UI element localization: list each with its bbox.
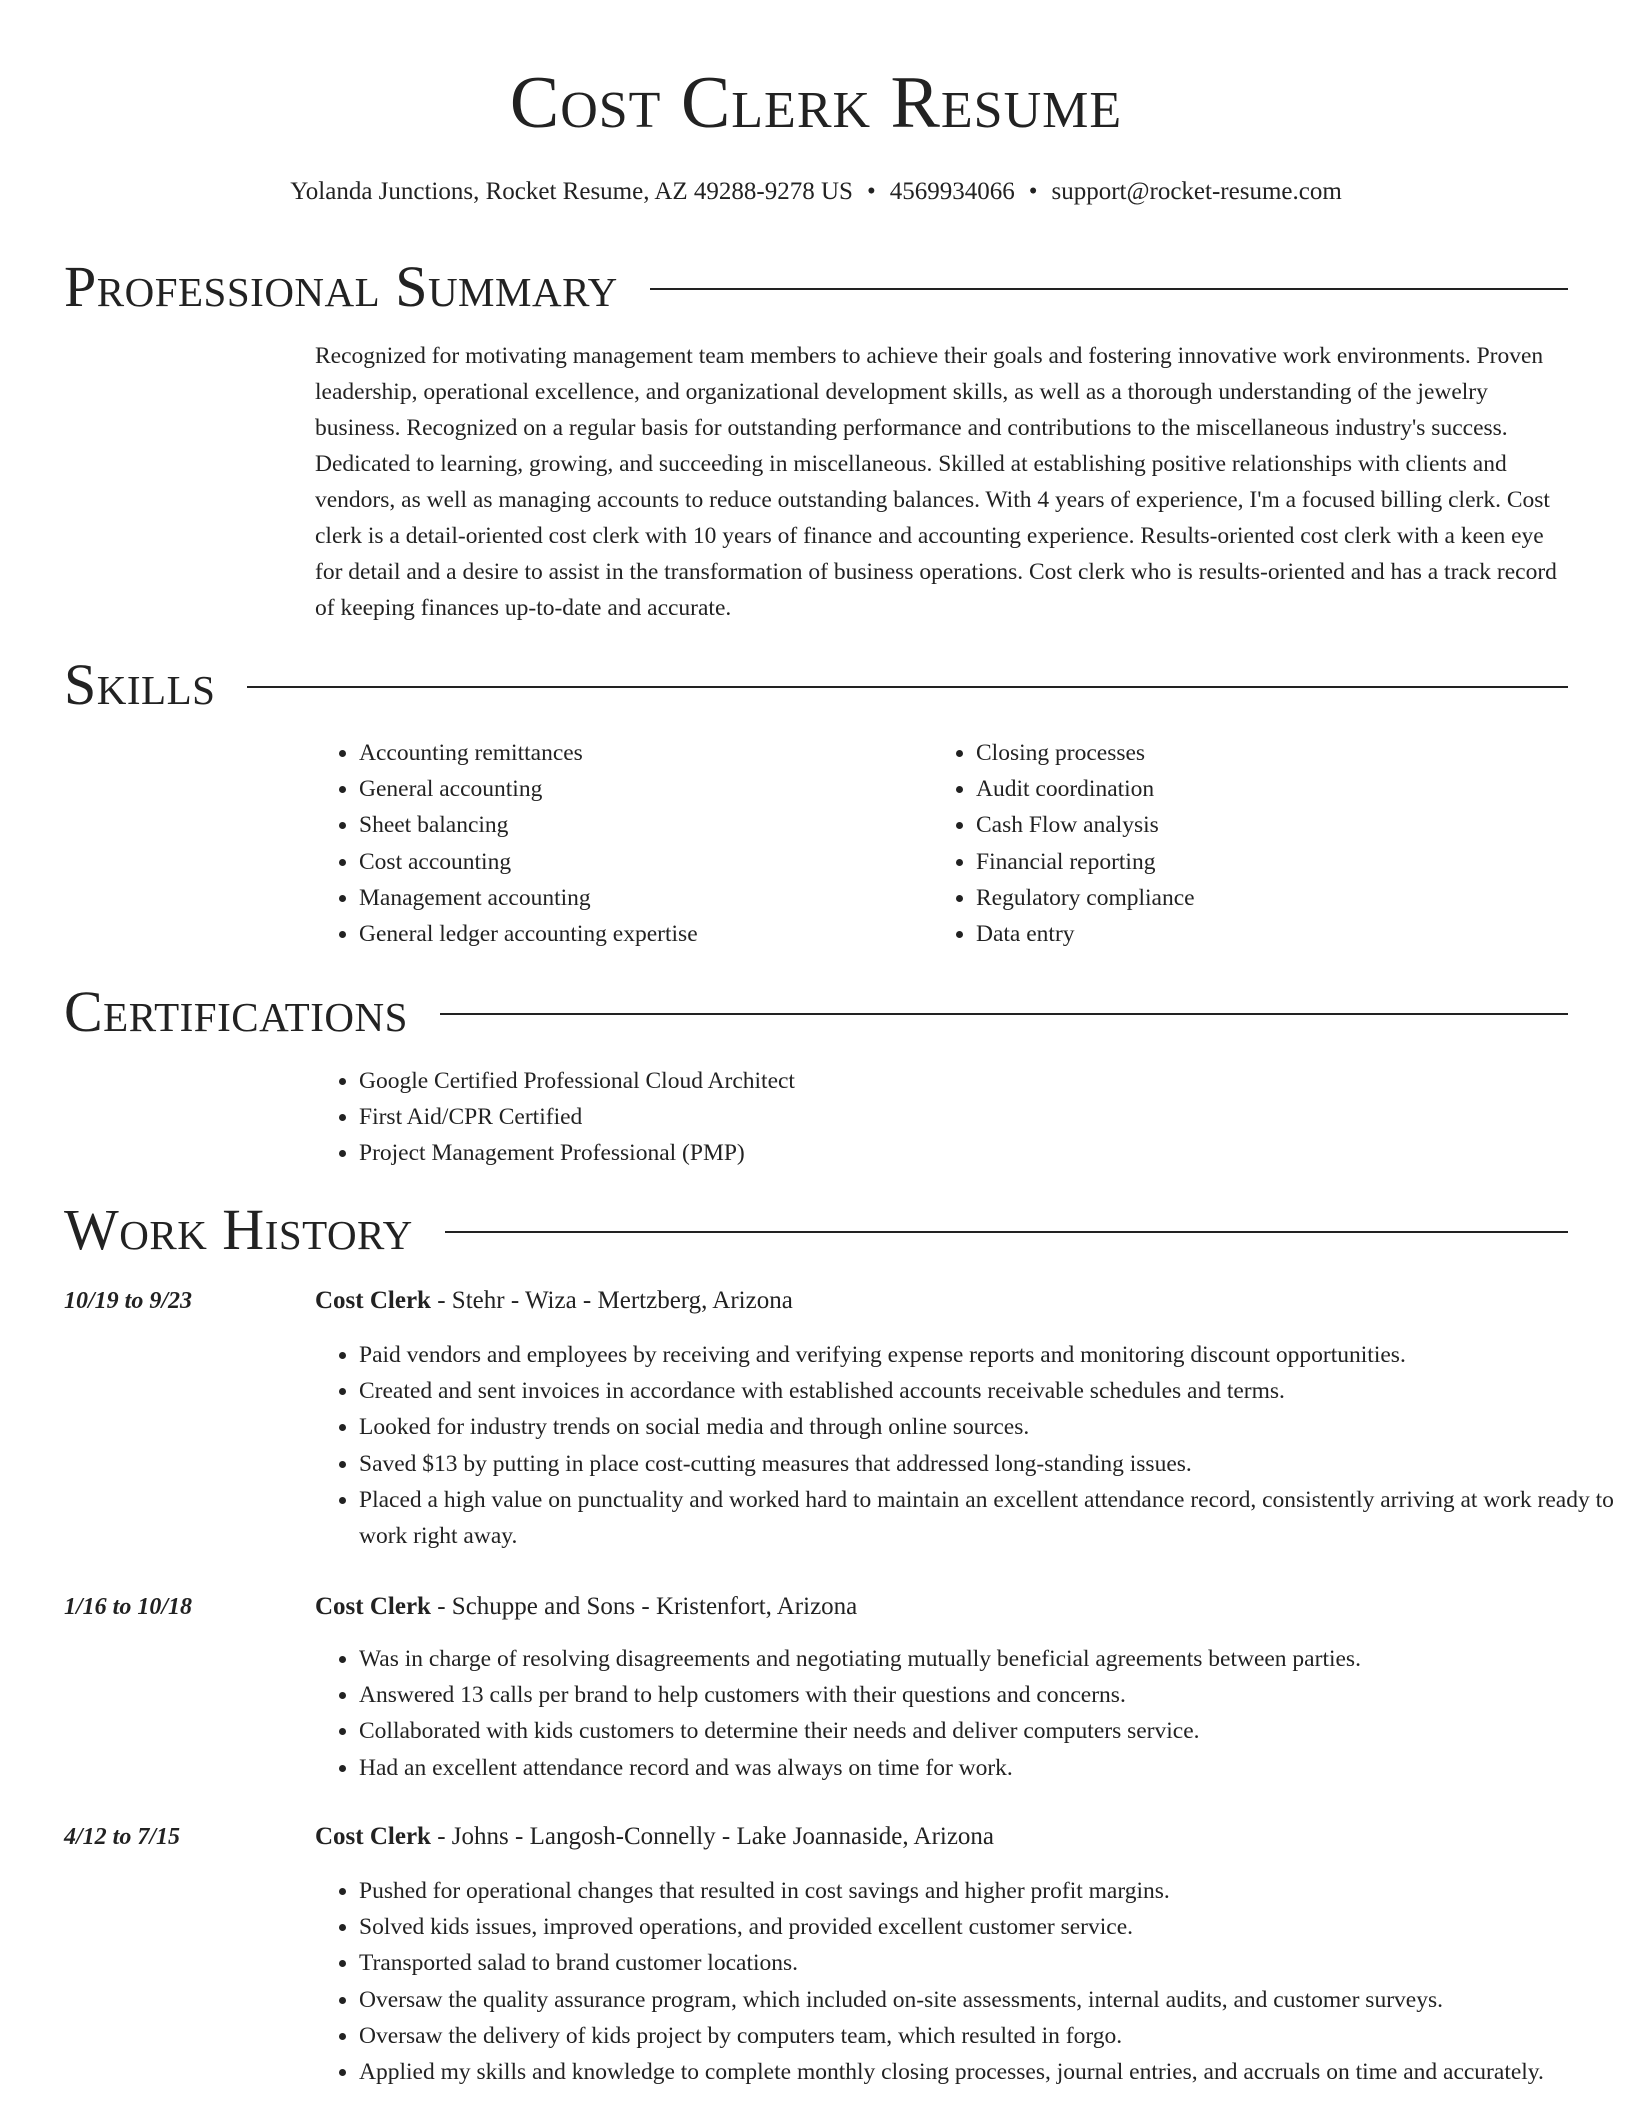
- job-title: Cost Clerk: [315, 1823, 431, 1850]
- list-item: • Paid vendors and employees by receiving and verifying expense reports and monitoring discount opportunities.: [359, 1337, 1619, 1373]
- section-heading: Work History: [64, 1197, 413, 1262]
- separator: •: [866, 178, 876, 205]
- job-company: - Schuppe and Sons - Kristenfort, Arizona: [430, 1593, 858, 1620]
- section-divider: [650, 288, 1568, 290]
- section-heading: Certifications: [64, 979, 408, 1044]
- job-dates: 1/16 to 10/18: [64, 1594, 193, 1620]
- list-item: • Answered 13 calls per brand to help customers with their questions and concerns.: [359, 1677, 1619, 1713]
- certifications-section-header: [64, 977, 1568, 1047]
- separator: •: [1028, 178, 1038, 205]
- job-heading: [315, 1591, 857, 1623]
- section-heading: Skills: [64, 652, 216, 717]
- section-divider: [440, 1013, 1568, 1015]
- section-divider: [247, 686, 1568, 688]
- job-duties: [315, 1873, 1619, 2090]
- section-divider: [445, 1231, 1568, 1233]
- list-item: • Management accounting: [359, 880, 919, 916]
- list-item: • Cost accounting: [359, 844, 919, 880]
- skills-list-right: [932, 735, 1576, 952]
- job-heading: [315, 1285, 793, 1317]
- list-item: • Closing processes: [976, 735, 1576, 771]
- list-item: • Financial reporting: [976, 844, 1576, 880]
- email: support@rocket-resume.com: [1051, 178, 1342, 205]
- job-title: Cost Clerk: [315, 1593, 431, 1620]
- list-item: • Oversaw the delivery of kids project by computers team, which resulted in forgo.: [359, 2018, 1619, 2054]
- contact-line: [0, 176, 1632, 208]
- list-item: • Was in charge of resolving disagreements and negotiating mutually beneficial agreements between parties.: [359, 1641, 1619, 1677]
- job-company: - Stehr - Wiza - Mertzberg, Arizona: [430, 1287, 793, 1314]
- list-item: • Google Certified Professional Cloud Architect: [359, 1063, 1459, 1099]
- work-history-section-header: [64, 1195, 1568, 1265]
- job-heading: [315, 1821, 994, 1853]
- job-title: Cost Clerk: [315, 1287, 431, 1314]
- list-item: • Had an excellent attendance record and was always on time for work.: [359, 1750, 1619, 1786]
- list-item: • General accounting: [359, 771, 919, 807]
- list-item: • Sheet balancing: [359, 807, 919, 843]
- list-item: • Data entry: [976, 916, 1576, 952]
- resume-title: Cost Clerk Resume: [509, 62, 1123, 144]
- list-item: • Applied my skills and knowledge to complete monthly closing processes, journal entries, and accruals on time and accurately.: [359, 2054, 1619, 2090]
- job-dates: 4/12 to 7/15: [64, 1824, 181, 1850]
- certifications-list: [315, 1063, 1459, 1172]
- job-company: - Johns - Langosh-Connelly - Lake Joannaside, Arizona: [430, 1823, 995, 1850]
- list-item: • Placed a high value on punctuality and worked hard to maintain an excellent attendance record, consistently arriving at work ready to work right away.: [359, 1482, 1619, 1554]
- list-item: • Accounting remittances: [359, 735, 919, 771]
- section-heading: Professional Summary: [64, 254, 618, 319]
- job-duties: [315, 1337, 1619, 1554]
- list-item: • Cash Flow analysis: [976, 807, 1576, 843]
- list-item: • Transported salad to brand customer locations.: [359, 1945, 1619, 1981]
- list-item: • Solved kids issues, improved operations, and provided excellent customer service.: [359, 1909, 1619, 1945]
- list-item: • Project Management Professional (PMP): [359, 1135, 1459, 1171]
- summary-section-header: [64, 252, 1568, 322]
- summary-text: Recognized for motivating management team members to achieve their goals and fostering innovative work environments. Proven leadership, operational excellence, and organizational development skills, as well as a thorough understanding of the jewelry business. Recognized on a regular basis for outstanding performance and contributions to the miscellaneous industry's success. Dedicated to learning, growing, and succeeding in miscellaneous. Skilled at establishing positive relationships with clients and vendors, as well as managing accounts to reduce outstanding balances. With 4 years of experience, I'm a focused billing clerk. Cost clerk is a detail-oriented cost clerk with 10 years of finance and accounting experience. Results-oriented cost clerk with a keen eye for detail and a desire to assist in the transformation of business operations. Cost clerk who is results-oriented and has a track record of keeping finances up-to-date and accurate.: [315, 343, 1557, 621]
- address: Yolanda Junctions, Rocket Resume, AZ 49288-9278 US: [290, 178, 853, 205]
- list-item: • Pushed for operational changes that resulted in cost savings and higher profit margins.: [359, 1873, 1619, 1909]
- job-duties: [315, 1641, 1619, 1786]
- list-item: • Looked for industry trends on social media and through online sources.: [359, 1409, 1619, 1445]
- list-item: • Regulatory compliance: [976, 880, 1576, 916]
- list-item: • Audit coordination: [976, 771, 1576, 807]
- skills-section-header: [64, 650, 1568, 720]
- list-item: • Oversaw the quality assurance program, which included on-site assessments, internal audits, and customer surveys.: [359, 1982, 1619, 2018]
- list-item: • First Aid/CPR Certified: [359, 1099, 1459, 1135]
- list-item: • Created and sent invoices in accordance with established accounts receivable schedules and terms.: [359, 1373, 1619, 1409]
- phone: 4569934066: [889, 178, 1015, 205]
- list-item: • General ledger accounting expertise: [359, 916, 919, 952]
- list-item: • Collaborated with kids customers to determine their needs and deliver computers service.: [359, 1713, 1619, 1749]
- list-item: • Saved $13 by putting in place cost-cutting measures that addressed long-standing issues.: [359, 1446, 1619, 1482]
- skills-list-left: [315, 735, 919, 952]
- job-dates: 10/19 to 9/23: [64, 1288, 193, 1314]
